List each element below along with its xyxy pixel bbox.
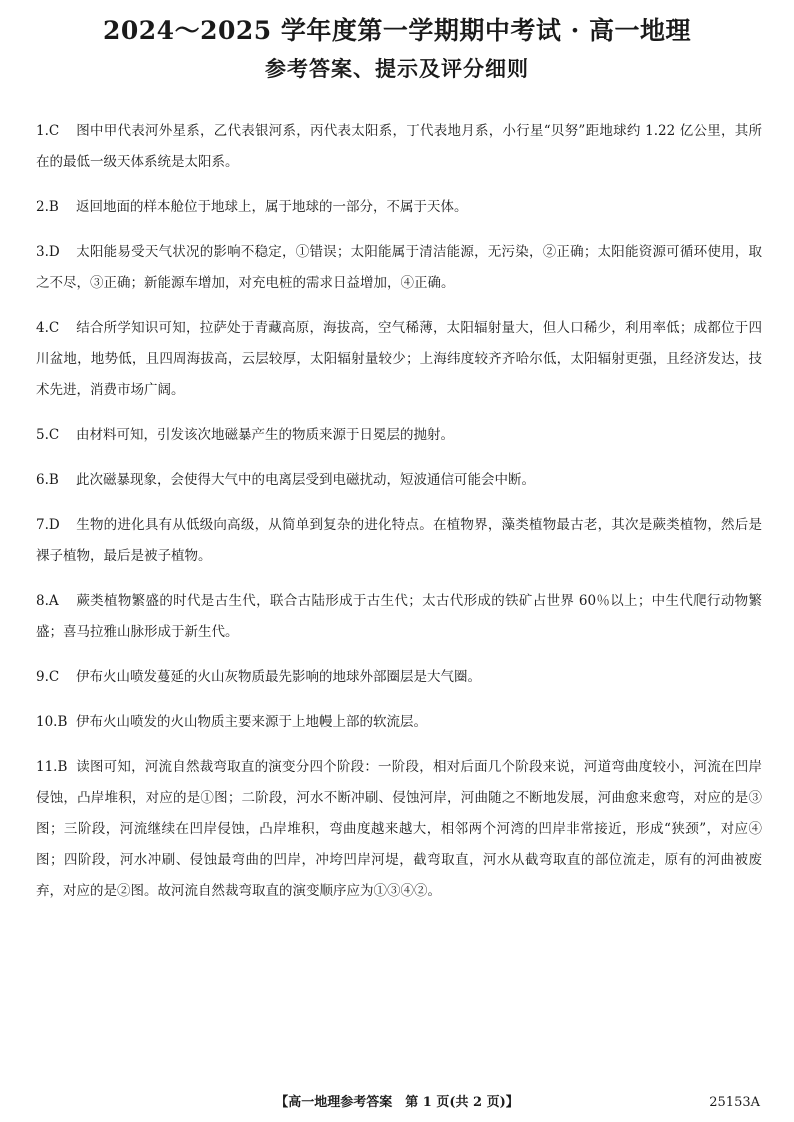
footer-page-label: 【高一地理参考答案 第 1 页(共 2 页)】 (275, 1095, 519, 1110)
answer-explanation: 蕨类植物繁盛的时代是古生代，联合古陆形成于古生代；太古代形成的铁矿占世界 60％以上；中生代爬行动物繁盛；喜马拉雅山脉形成于新生代。 (36, 593, 762, 640)
answer-item-2 (36, 192, 762, 223)
answer-item-8 (36, 586, 762, 648)
answer-explanation: 伊布火山喷发蔓延的火山灰物质最先影响的地球外部圈层是大气圈。 (76, 669, 481, 685)
answer-explanation: 结合所学知识可知，拉萨处于青藏高原，海拔高，空气稀薄，太阳辐射量大，但人口稀少，利用率低；成都位于四川盆地，地势低，且四周海拔高，云层较厚，太阳辐射量较少；上海纬度较齐齐哈尔低，太阳辐射更强，且经济发达，技术先进，消费市场广阔。 (36, 320, 762, 398)
answer-number: 2.B (36, 199, 59, 215)
answer-item-11 (36, 752, 762, 907)
answer-explanation: 伊布火山喷发的火山物质主要来源于上地幔上部的软流层。 (76, 714, 427, 730)
answer-item-7 (36, 510, 762, 572)
answer-number: 5.C (36, 427, 60, 443)
answer-number: 9.C (36, 669, 60, 685)
answer-number: 7.D (36, 517, 60, 533)
answer-number: 11.B (36, 759, 68, 775)
answer-item-4 (36, 313, 762, 406)
answer-explanation: 此次磁暴现象，会使得大气中的电离层受到电磁扰动，短波通信可能会中断。 (76, 472, 535, 488)
answer-explanation: 图中甲代表河外星系，乙代表银河系，丙代表太阳系，丁代表地月系，小行星“贝努”距地球约 1.22 亿公里，其所在的最低一级天体系统是太阳系。 (36, 123, 762, 170)
answer-item-6 (36, 465, 762, 496)
answer-list (36, 116, 762, 921)
answer-explanation: 生物的进化具有从低级向高级，从简单到复杂的进化特点。在植物界，藻类植物最古老，其次是蕨类植物，然后是裸子植物，最后是被子植物。 (36, 517, 762, 564)
answer-explanation: 返回地面的样本舱位于地球上，属于地球的一部分，不属于天体。 (76, 199, 468, 215)
answer-number: 8.A (36, 593, 59, 609)
answer-item-3 (36, 237, 762, 299)
page-subtitle: 参考答案、提示及评分细则 (265, 56, 529, 81)
answer-item-10 (36, 707, 762, 738)
page-title: 2024～2025 学年度第一学期期中考试 · 高一地理 (103, 16, 691, 45)
answer-item-5 (36, 420, 762, 451)
answer-number: 3.D (36, 244, 60, 260)
answer-item-1 (36, 116, 762, 178)
answer-number: 4.C (36, 320, 60, 336)
answer-explanation: 读图可知，河流自然裁弯取直的演变分四个阶段：一阶段，相对后面几个阶段来说，河道弯曲度较小，河流在凹岸侵蚀，凸岸堆积，对应的是①图；二阶段，河水不断冲刷、侵蚀河岸，河曲随之不断地发展，河曲愈来愈弯，对应的是③图；三阶段，河流继续在凹岸侵蚀，凸岸堆积，弯曲度越来越大，相邻两个河湾的凹岸非常接近，形成“狭颈”，对应④图；四阶段，河水冲刷、侵蚀最弯曲的凹岸，冲垮凹岸河堤，截弯取直，河水从截弯取直的部位流走，原有的河曲被废弃，对应的是②图。故河流自然裁弯取直的演变顺序应为①③④②。 (36, 759, 762, 899)
answer-explanation: 太阳能易受天气状况的影响不稳定，①错误；太阳能属于清洁能源，无污染，②正确；太阳能资源可循环使用，取之不尽，③正确；新能源车增加，对充电桩的需求日益增加，④正确。 (36, 244, 762, 291)
page-footer (0, 1092, 794, 1114)
answer-explanation: 由材料可知，引发该次地磁暴产生的物质来源于日冕层的抛射。 (76, 427, 454, 443)
answer-item-9 (36, 662, 762, 693)
answer-number: 6.B (36, 472, 59, 488)
answer-number: 10.B (36, 714, 68, 730)
footer-doc-code: 25153A (709, 1095, 760, 1110)
answer-number: 1.C (36, 123, 60, 139)
